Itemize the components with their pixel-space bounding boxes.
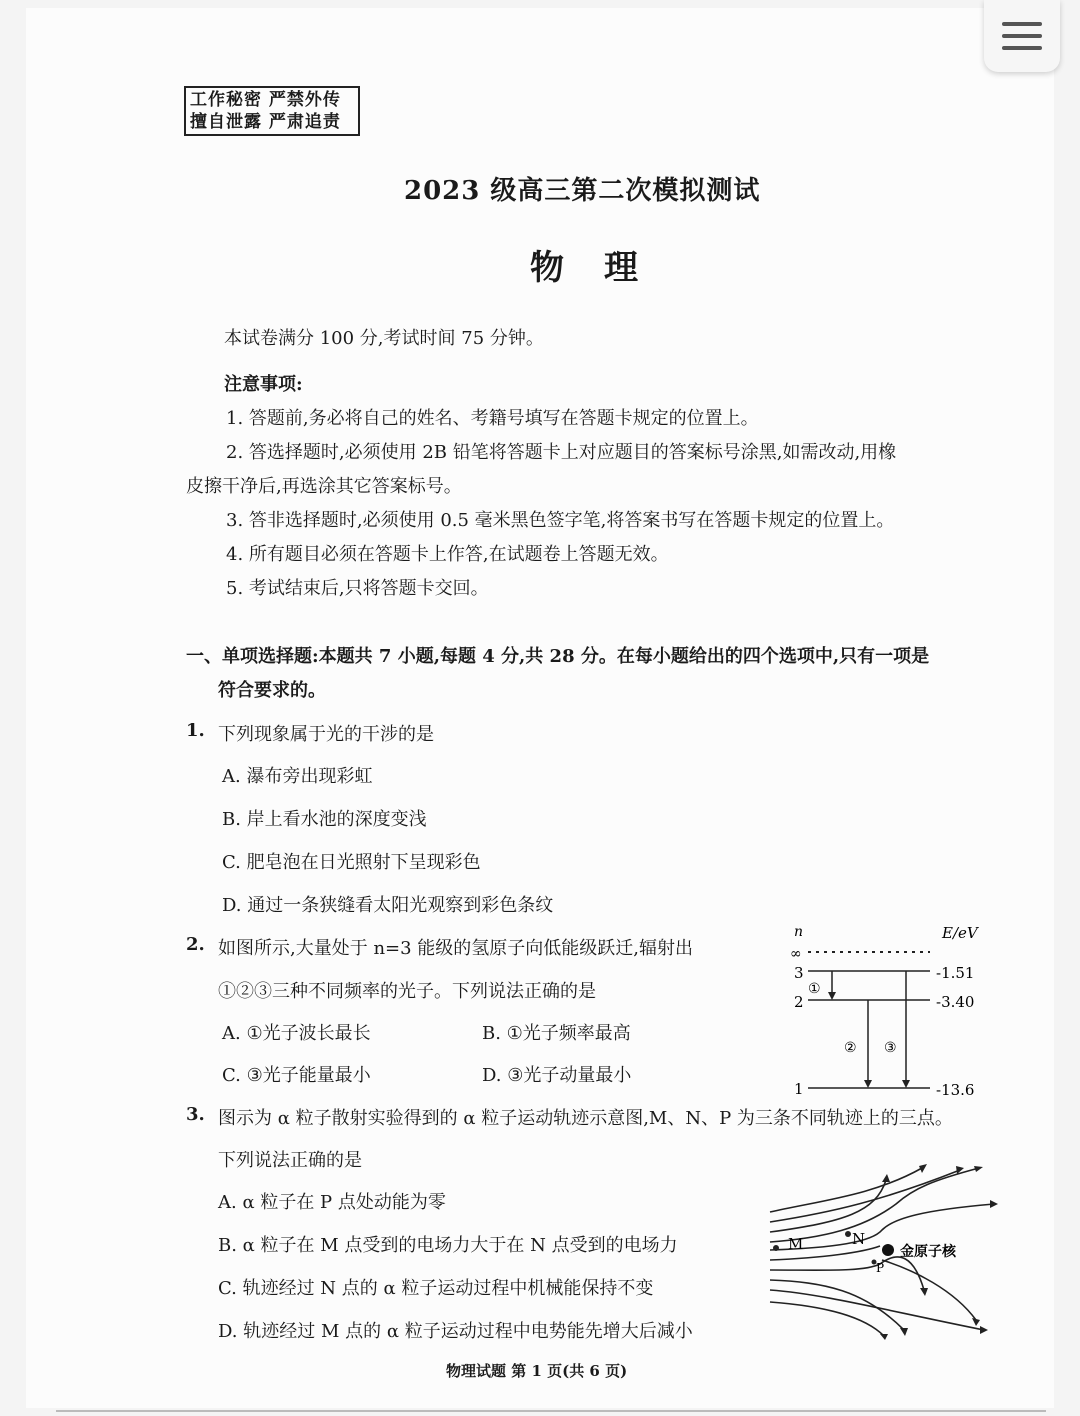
q3-number: 3.	[186, 1104, 205, 1125]
stamp-line-1: 工作秘密 严禁外传	[190, 90, 341, 110]
note-4: 4. 所有题目必须在答题卡上作答,在试题卷上答题无效。	[226, 544, 669, 565]
gold-nucleus-dot	[882, 1244, 894, 1256]
intro-text: 本试卷满分 100 分,考试时间 75 分钟。	[224, 328, 544, 349]
notes-heading: 注意事项:	[224, 374, 303, 395]
point-m-dot	[773, 1245, 779, 1251]
gold-nucleus-label: 金原子核	[900, 1244, 956, 1260]
point-n-label: N	[852, 1230, 866, 1248]
note-2: 2. 答选择题时,必须使用 2B 铅笔将答题卡上对应题目的答案标号涂黑,如需改动,用橡	[226, 442, 897, 463]
level-1-energy: -13.6	[936, 1081, 975, 1099]
page-bottom-divider	[56, 1410, 1046, 1412]
fig-n-label: n	[794, 924, 804, 940]
menu-icon	[1002, 22, 1042, 26]
q3-stem-2: 下列说法正确的是	[218, 1150, 362, 1171]
q2-stem-1: 如图所示,大量处于 n=3 能级的氢原子向低能级跃迁,辐射出	[218, 938, 694, 959]
alpha-trajectories	[770, 1168, 994, 1336]
q1-option-b: B. 岸上看水池的深度变浅	[222, 809, 427, 830]
energy-level-diagram	[780, 918, 1000, 1104]
fig-e-label: E/eV	[942, 924, 978, 942]
stamp-line-2: 擅自泄露 严肃追责	[190, 112, 341, 132]
menu-button[interactable]	[984, 0, 1060, 72]
transition-3-label: ③	[884, 1040, 897, 1056]
q3-option-d: D. 轨迹经过 M 点的 α 粒子运动过程中电势能先增大后减小	[218, 1321, 693, 1342]
q2-option-c: C. ③光子能量最小	[222, 1065, 371, 1086]
section-heading: 一、单项选择题:本题共 7 小题,每题 4 分,共 28 分。在每小题给出的四个选项中,只有一项是	[186, 646, 930, 667]
level-3-n: 3	[794, 964, 804, 982]
q1-stem: 下列现象属于光的干涉的是	[218, 724, 434, 745]
q1-number: 1.	[186, 720, 205, 741]
level-2-energy: -3.40	[936, 993, 975, 1011]
q2-stem-2: ①②③三种不同频率的光子。下列说法正确的是	[218, 981, 596, 1002]
level-2-n: 2	[794, 993, 804, 1011]
q3-option-a: A. α 粒子在 P 点处动能为零	[218, 1192, 446, 1213]
note-2-cont: 皮擦干净后,再选涂其它答案标号。	[186, 476, 462, 497]
level-1-n: 1	[794, 1080, 804, 1098]
point-p-label: P	[876, 1261, 885, 1275]
note-1: 1. 答题前,务必将自己的姓名、考籍号填写在答题卡规定的位置上。	[226, 408, 759, 429]
note-3: 3. 答非选择题时,必须使用 0.5 毫米黑色签字笔,将答案书写在答题卡规定的位置上。	[226, 510, 895, 531]
page-footer: 物理试题 第 1 页(共 6 页)	[446, 1362, 628, 1380]
q1-option-a: A. 瀑布旁出现彩虹	[222, 766, 373, 787]
exam-title: 2023 级高三第二次模拟测试	[404, 176, 761, 206]
q3-option-c: C. 轨迹经过 N 点的 α 粒子运动过程中机械能保持不变	[218, 1278, 654, 1299]
fig-inf-label: ∞	[790, 946, 802, 962]
transition-1-label: ①	[808, 981, 821, 997]
q2-option-a: A. ①光子波长最长	[222, 1023, 371, 1044]
q1-option-d: D. 通过一条狭缝看太阳光观察到彩色条纹	[222, 895, 554, 916]
point-n-dot	[845, 1231, 851, 1237]
level-3-energy: -1.51	[936, 964, 975, 982]
note-5: 5. 考试结束后,只将答题卡交回。	[226, 578, 489, 599]
q2-number: 2.	[186, 934, 205, 955]
q3-option-b: B. α 粒子在 M 点受到的电场力大于在 N 点受到的电场力	[218, 1235, 678, 1256]
section-heading-cont: 符合要求的。	[218, 680, 326, 701]
q2-option-b: B. ①光子频率最高	[482, 1023, 631, 1044]
q2-option-d: D. ③光子动量最小	[482, 1065, 632, 1086]
point-m-label: M	[788, 1235, 804, 1253]
transition-2-label: ②	[844, 1040, 857, 1056]
confidential-stamp	[184, 86, 360, 136]
q1-option-c: C. 肥皂泡在日光照射下呈现彩色	[222, 852, 481, 873]
q3-stem-1: 图示为 α 粒子散射实验得到的 α 粒子运动轨迹示意图,M、N、P 为三条不同轨迹上的三点。	[218, 1108, 953, 1129]
subject-title: 物理	[530, 248, 678, 288]
alpha-scattering-diagram	[764, 1160, 1000, 1340]
